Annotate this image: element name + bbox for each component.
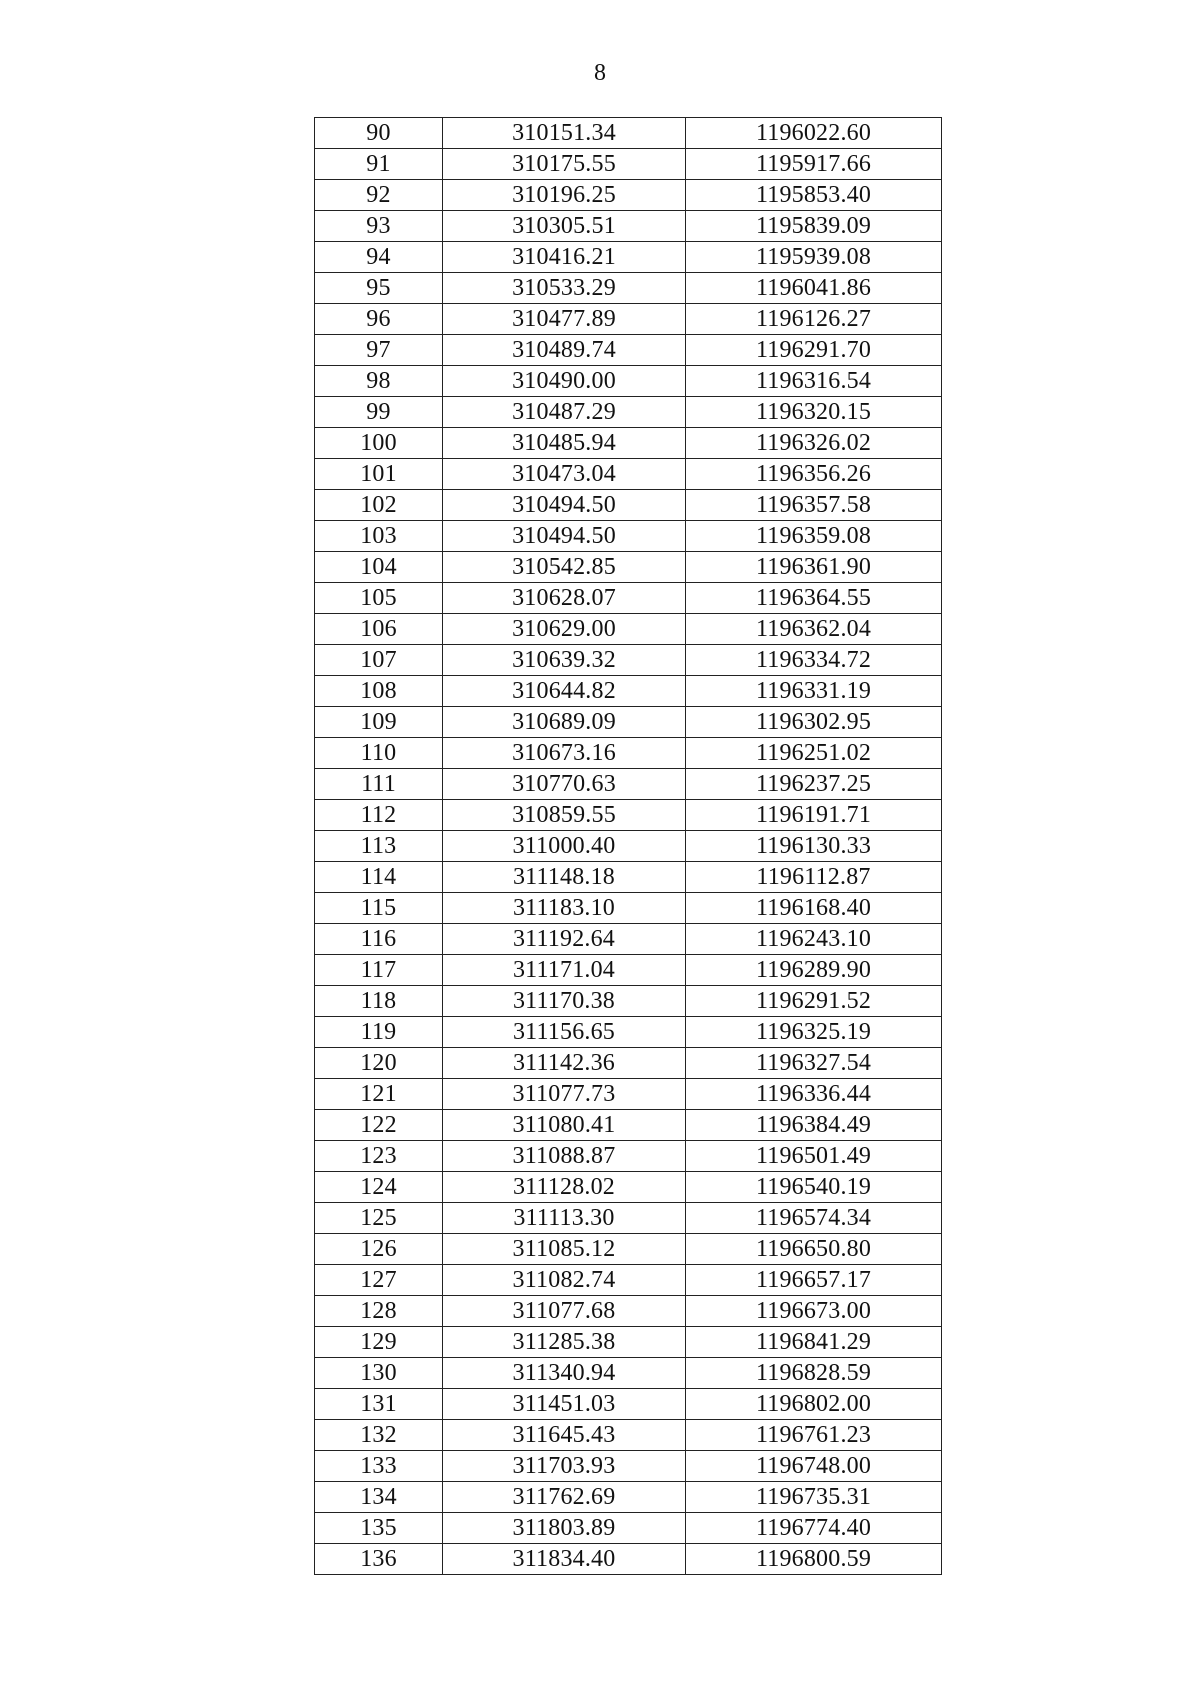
x-coordinate-cell: 311080.41 xyxy=(443,1110,686,1141)
x-coordinate-cell: 310305.51 xyxy=(443,211,686,242)
x-coordinate-cell: 311170.38 xyxy=(443,986,686,1017)
x-coordinate-cell: 311171.04 xyxy=(443,955,686,986)
point-number-cell: 103 xyxy=(315,521,443,552)
y-coordinate-cell: 1196364.55 xyxy=(686,583,942,614)
point-number-cell: 93 xyxy=(315,211,443,242)
table-row xyxy=(315,273,942,304)
point-number-cell: 109 xyxy=(315,707,443,738)
table-row xyxy=(315,1513,942,1544)
point-number-cell: 124 xyxy=(315,1172,443,1203)
x-coordinate-cell: 311645.43 xyxy=(443,1420,686,1451)
y-coordinate-cell: 1196291.70 xyxy=(686,335,942,366)
point-number-cell: 98 xyxy=(315,366,443,397)
x-coordinate-cell: 310770.63 xyxy=(443,769,686,800)
x-coordinate-cell: 311803.89 xyxy=(443,1513,686,1544)
x-coordinate-cell: 311128.02 xyxy=(443,1172,686,1203)
point-number-cell: 92 xyxy=(315,180,443,211)
point-number-cell: 135 xyxy=(315,1513,443,1544)
y-coordinate-cell: 1196356.26 xyxy=(686,459,942,490)
x-coordinate-cell: 310644.82 xyxy=(443,676,686,707)
table-row xyxy=(315,769,942,800)
table-row xyxy=(315,986,942,1017)
table-row xyxy=(315,1544,942,1575)
y-coordinate-cell: 1196334.72 xyxy=(686,645,942,676)
y-coordinate-cell: 1196802.00 xyxy=(686,1389,942,1420)
point-number-cell: 91 xyxy=(315,149,443,180)
y-coordinate-cell: 1196291.52 xyxy=(686,986,942,1017)
point-number-cell: 120 xyxy=(315,1048,443,1079)
point-number-cell: 106 xyxy=(315,614,443,645)
y-coordinate-cell: 1196359.08 xyxy=(686,521,942,552)
point-number-cell: 107 xyxy=(315,645,443,676)
x-coordinate-cell: 310175.55 xyxy=(443,149,686,180)
table-row xyxy=(315,1017,942,1048)
table-row xyxy=(315,583,942,614)
y-coordinate-cell: 1196650.80 xyxy=(686,1234,942,1265)
table-row xyxy=(315,676,942,707)
point-number-cell: 133 xyxy=(315,1451,443,1482)
x-coordinate-cell: 310490.00 xyxy=(443,366,686,397)
x-coordinate-cell: 311762.69 xyxy=(443,1482,686,1513)
table-row xyxy=(315,335,942,366)
table-row xyxy=(315,1234,942,1265)
point-number-cell: 108 xyxy=(315,676,443,707)
x-coordinate-cell: 310473.04 xyxy=(443,459,686,490)
table-row xyxy=(315,521,942,552)
x-coordinate-cell: 310196.25 xyxy=(443,180,686,211)
y-coordinate-cell: 1196735.31 xyxy=(686,1482,942,1513)
y-coordinate-cell: 1196657.17 xyxy=(686,1265,942,1296)
y-coordinate-cell: 1196501.49 xyxy=(686,1141,942,1172)
x-coordinate-cell: 311085.12 xyxy=(443,1234,686,1265)
point-number-cell: 104 xyxy=(315,552,443,583)
y-coordinate-cell: 1195939.08 xyxy=(686,242,942,273)
point-number-cell: 130 xyxy=(315,1358,443,1389)
table-row xyxy=(315,397,942,428)
y-coordinate-cell: 1196022.60 xyxy=(686,118,942,149)
table-row xyxy=(315,1327,942,1358)
x-coordinate-cell: 310628.07 xyxy=(443,583,686,614)
y-coordinate-cell: 1196126.27 xyxy=(686,304,942,335)
x-coordinate-cell: 310494.50 xyxy=(443,521,686,552)
y-coordinate-cell: 1196191.71 xyxy=(686,800,942,831)
point-number-cell: 125 xyxy=(315,1203,443,1234)
x-coordinate-cell: 311192.64 xyxy=(443,924,686,955)
table-row xyxy=(315,955,942,986)
point-number-cell: 99 xyxy=(315,397,443,428)
x-coordinate-cell: 311340.94 xyxy=(443,1358,686,1389)
point-number-cell: 136 xyxy=(315,1544,443,1575)
table-row xyxy=(315,1296,942,1327)
table-row xyxy=(315,1482,942,1513)
table-row xyxy=(315,304,942,335)
table-row xyxy=(315,459,942,490)
x-coordinate-cell: 310673.16 xyxy=(443,738,686,769)
table-row xyxy=(315,645,942,676)
y-coordinate-cell: 1196800.59 xyxy=(686,1544,942,1575)
x-coordinate-cell: 310542.85 xyxy=(443,552,686,583)
y-coordinate-cell: 1196357.58 xyxy=(686,490,942,521)
point-number-cell: 118 xyxy=(315,986,443,1017)
table-row xyxy=(315,366,942,397)
table-row xyxy=(315,552,942,583)
y-coordinate-cell: 1195853.40 xyxy=(686,180,942,211)
page-number: 8 xyxy=(594,60,606,86)
y-coordinate-cell: 1196130.33 xyxy=(686,831,942,862)
point-number-cell: 132 xyxy=(315,1420,443,1451)
table-row xyxy=(315,490,942,521)
x-coordinate-cell: 310689.09 xyxy=(443,707,686,738)
table-row xyxy=(315,428,942,459)
coordinates-table-body xyxy=(315,118,942,1575)
table-row xyxy=(315,924,942,955)
y-coordinate-cell: 1196673.00 xyxy=(686,1296,942,1327)
point-number-cell: 114 xyxy=(315,862,443,893)
x-coordinate-cell: 311077.68 xyxy=(443,1296,686,1327)
point-number-cell: 126 xyxy=(315,1234,443,1265)
y-coordinate-cell: 1196326.02 xyxy=(686,428,942,459)
x-coordinate-cell: 310416.21 xyxy=(443,242,686,273)
x-coordinate-cell: 311183.10 xyxy=(443,893,686,924)
x-coordinate-cell: 310477.89 xyxy=(443,304,686,335)
table-row xyxy=(315,242,942,273)
point-number-cell: 101 xyxy=(315,459,443,490)
table-row xyxy=(315,180,942,211)
table-row xyxy=(315,1451,942,1482)
x-coordinate-cell: 310859.55 xyxy=(443,800,686,831)
point-number-cell: 112 xyxy=(315,800,443,831)
x-coordinate-cell: 311082.74 xyxy=(443,1265,686,1296)
point-number-cell: 96 xyxy=(315,304,443,335)
y-coordinate-cell: 1196327.54 xyxy=(686,1048,942,1079)
point-number-cell: 128 xyxy=(315,1296,443,1327)
y-coordinate-cell: 1196331.19 xyxy=(686,676,942,707)
y-coordinate-cell: 1196774.40 xyxy=(686,1513,942,1544)
table-row xyxy=(315,1389,942,1420)
y-coordinate-cell: 1196336.44 xyxy=(686,1079,942,1110)
y-coordinate-cell: 1196316.54 xyxy=(686,366,942,397)
y-coordinate-cell: 1196841.29 xyxy=(686,1327,942,1358)
table-row xyxy=(315,831,942,862)
table-row xyxy=(315,1172,942,1203)
point-number-cell: 134 xyxy=(315,1482,443,1513)
table-row xyxy=(315,118,942,149)
table-row xyxy=(315,149,942,180)
y-coordinate-cell: 1196302.95 xyxy=(686,707,942,738)
y-coordinate-cell: 1196384.49 xyxy=(686,1110,942,1141)
table-row xyxy=(315,707,942,738)
table-row xyxy=(315,1358,942,1389)
point-number-cell: 131 xyxy=(315,1389,443,1420)
point-number-cell: 127 xyxy=(315,1265,443,1296)
point-number-cell: 110 xyxy=(315,738,443,769)
x-coordinate-cell: 310639.32 xyxy=(443,645,686,676)
table-row xyxy=(315,862,942,893)
y-coordinate-cell: 1196574.34 xyxy=(686,1203,942,1234)
y-coordinate-cell: 1196320.15 xyxy=(686,397,942,428)
point-number-cell: 113 xyxy=(315,831,443,862)
x-coordinate-cell: 311285.38 xyxy=(443,1327,686,1358)
point-number-cell: 90 xyxy=(315,118,443,149)
point-number-cell: 97 xyxy=(315,335,443,366)
x-coordinate-cell: 310629.00 xyxy=(443,614,686,645)
point-number-cell: 111 xyxy=(315,769,443,800)
point-number-cell: 122 xyxy=(315,1110,443,1141)
table-row xyxy=(315,211,942,242)
table-row xyxy=(315,1079,942,1110)
y-coordinate-cell: 1196325.19 xyxy=(686,1017,942,1048)
x-coordinate-cell: 310533.29 xyxy=(443,273,686,304)
point-number-cell: 102 xyxy=(315,490,443,521)
x-coordinate-cell: 310487.29 xyxy=(443,397,686,428)
x-coordinate-cell: 311156.65 xyxy=(443,1017,686,1048)
point-number-cell: 95 xyxy=(315,273,443,304)
x-coordinate-cell: 311000.40 xyxy=(443,831,686,862)
x-coordinate-cell: 310151.34 xyxy=(443,118,686,149)
x-coordinate-cell: 311703.93 xyxy=(443,1451,686,1482)
y-coordinate-cell: 1196168.40 xyxy=(686,893,942,924)
x-coordinate-cell: 311451.03 xyxy=(443,1389,686,1420)
y-coordinate-cell: 1196761.23 xyxy=(686,1420,942,1451)
y-coordinate-cell: 1196041.86 xyxy=(686,273,942,304)
x-coordinate-cell: 311077.73 xyxy=(443,1079,686,1110)
y-coordinate-cell: 1196540.19 xyxy=(686,1172,942,1203)
x-coordinate-cell: 310494.50 xyxy=(443,490,686,521)
y-coordinate-cell: 1196251.02 xyxy=(686,738,942,769)
x-coordinate-cell: 311088.87 xyxy=(443,1141,686,1172)
y-coordinate-cell: 1196748.00 xyxy=(686,1451,942,1482)
y-coordinate-cell: 1196828.59 xyxy=(686,1358,942,1389)
table-row xyxy=(315,1420,942,1451)
table-row xyxy=(315,1141,942,1172)
y-coordinate-cell: 1196362.04 xyxy=(686,614,942,645)
point-number-cell: 121 xyxy=(315,1079,443,1110)
x-coordinate-cell: 310489.74 xyxy=(443,335,686,366)
x-coordinate-cell: 311142.36 xyxy=(443,1048,686,1079)
table-row xyxy=(315,1203,942,1234)
table-row xyxy=(315,1110,942,1141)
point-number-cell: 100 xyxy=(315,428,443,459)
table-row xyxy=(315,893,942,924)
y-coordinate-cell: 1196237.25 xyxy=(686,769,942,800)
x-coordinate-cell: 310485.94 xyxy=(443,428,686,459)
x-coordinate-cell: 311834.40 xyxy=(443,1544,686,1575)
point-number-cell: 105 xyxy=(315,583,443,614)
coordinates-table xyxy=(314,117,942,1575)
point-number-cell: 94 xyxy=(315,242,443,273)
y-coordinate-cell: 1196289.90 xyxy=(686,955,942,986)
point-number-cell: 116 xyxy=(315,924,443,955)
table-row xyxy=(315,1265,942,1296)
table-row xyxy=(315,738,942,769)
x-coordinate-cell: 311113.30 xyxy=(443,1203,686,1234)
point-number-cell: 115 xyxy=(315,893,443,924)
point-number-cell: 123 xyxy=(315,1141,443,1172)
table-row xyxy=(315,1048,942,1079)
table-row xyxy=(315,800,942,831)
y-coordinate-cell: 1195839.09 xyxy=(686,211,942,242)
y-coordinate-cell: 1195917.66 xyxy=(686,149,942,180)
point-number-cell: 117 xyxy=(315,955,443,986)
point-number-cell: 119 xyxy=(315,1017,443,1048)
y-coordinate-cell: 1196361.90 xyxy=(686,552,942,583)
table-row xyxy=(315,614,942,645)
point-number-cell: 129 xyxy=(315,1327,443,1358)
x-coordinate-cell: 311148.18 xyxy=(443,862,686,893)
y-coordinate-cell: 1196112.87 xyxy=(686,862,942,893)
y-coordinate-cell: 1196243.10 xyxy=(686,924,942,955)
